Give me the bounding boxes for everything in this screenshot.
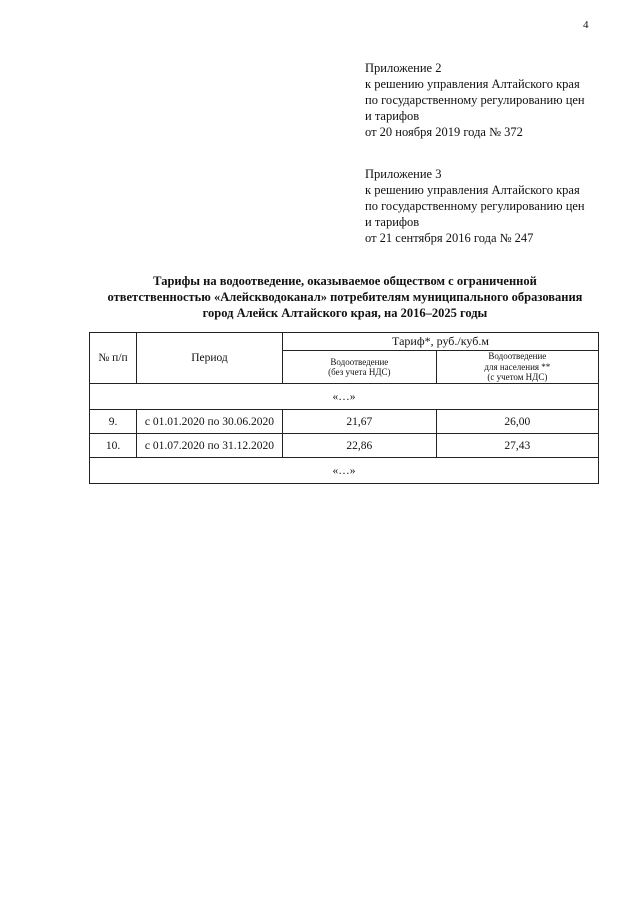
header-period: Период — [137, 333, 283, 384]
ellipsis-row-bottom: «…» — [90, 458, 599, 484]
header-population-line: (с учетом НДС) — [487, 372, 548, 383]
appendix-3-line: по государственному регулированию цен — [365, 199, 585, 213]
header-population-line: Водоотведение — [488, 351, 547, 362]
header-num: № п/п — [90, 333, 137, 384]
header-no-vat-line: Водоотведение — [330, 356, 389, 367]
document-title — [90, 273, 600, 321]
row-population-vat: 26,00 — [436, 410, 598, 434]
title-line: ответственностью «Алейскводоканал» потребителям муниципального образования — [107, 290, 583, 304]
appendix-2-line: по государственному регулированию цен — [365, 93, 585, 107]
appendix-2-line: к решению управления Алтайского края — [365, 77, 580, 91]
appendix-3-line: Приложение 3 — [365, 167, 442, 181]
page-number: 4 — [583, 19, 589, 31]
header-population-vat — [436, 351, 598, 384]
header-no-vat — [283, 351, 437, 384]
row-num: 9. — [90, 410, 137, 434]
table-row — [90, 434, 599, 458]
row-population-vat: 27,43 — [436, 434, 598, 458]
appendix-3-line: к решению управления Алтайского края — [365, 183, 580, 197]
header-population-line: для населения ** — [484, 361, 551, 372]
appendix-3-line: и тарифов — [365, 215, 420, 229]
row-period: с 01.01.2020 по 30.06.2020 — [137, 410, 283, 434]
row-no-vat: 21,67 — [283, 410, 437, 434]
title-line: Тарифы на водоотведение, оказываемое обществом с ограниченной — [153, 274, 537, 288]
table-row — [90, 410, 599, 434]
ellipsis-row-top: «…» — [90, 384, 599, 410]
row-period: с 01.07.2020 по 31.12.2020 — [137, 434, 283, 458]
appendix-3-line: от 21 сентября 2016 года № 247 — [365, 231, 534, 245]
appendix-3-header — [365, 166, 585, 246]
appendix-2-line: и тарифов — [365, 109, 420, 123]
tariff-table — [89, 332, 599, 484]
row-no-vat: 22,86 — [283, 434, 437, 458]
appendix-2-line: от 20 ноября 2019 года № 372 — [365, 125, 523, 139]
row-num: 10. — [90, 434, 137, 458]
header-tariff: Тариф*, руб./куб.м — [283, 333, 599, 351]
header-no-vat-line: (без учета НДС) — [328, 367, 391, 378]
appendix-2-line: Приложение 2 — [365, 61, 442, 75]
appendix-2-header — [365, 60, 585, 140]
title-line: город Алейск Алтайского края, на 2016–2025 годы — [202, 306, 488, 320]
